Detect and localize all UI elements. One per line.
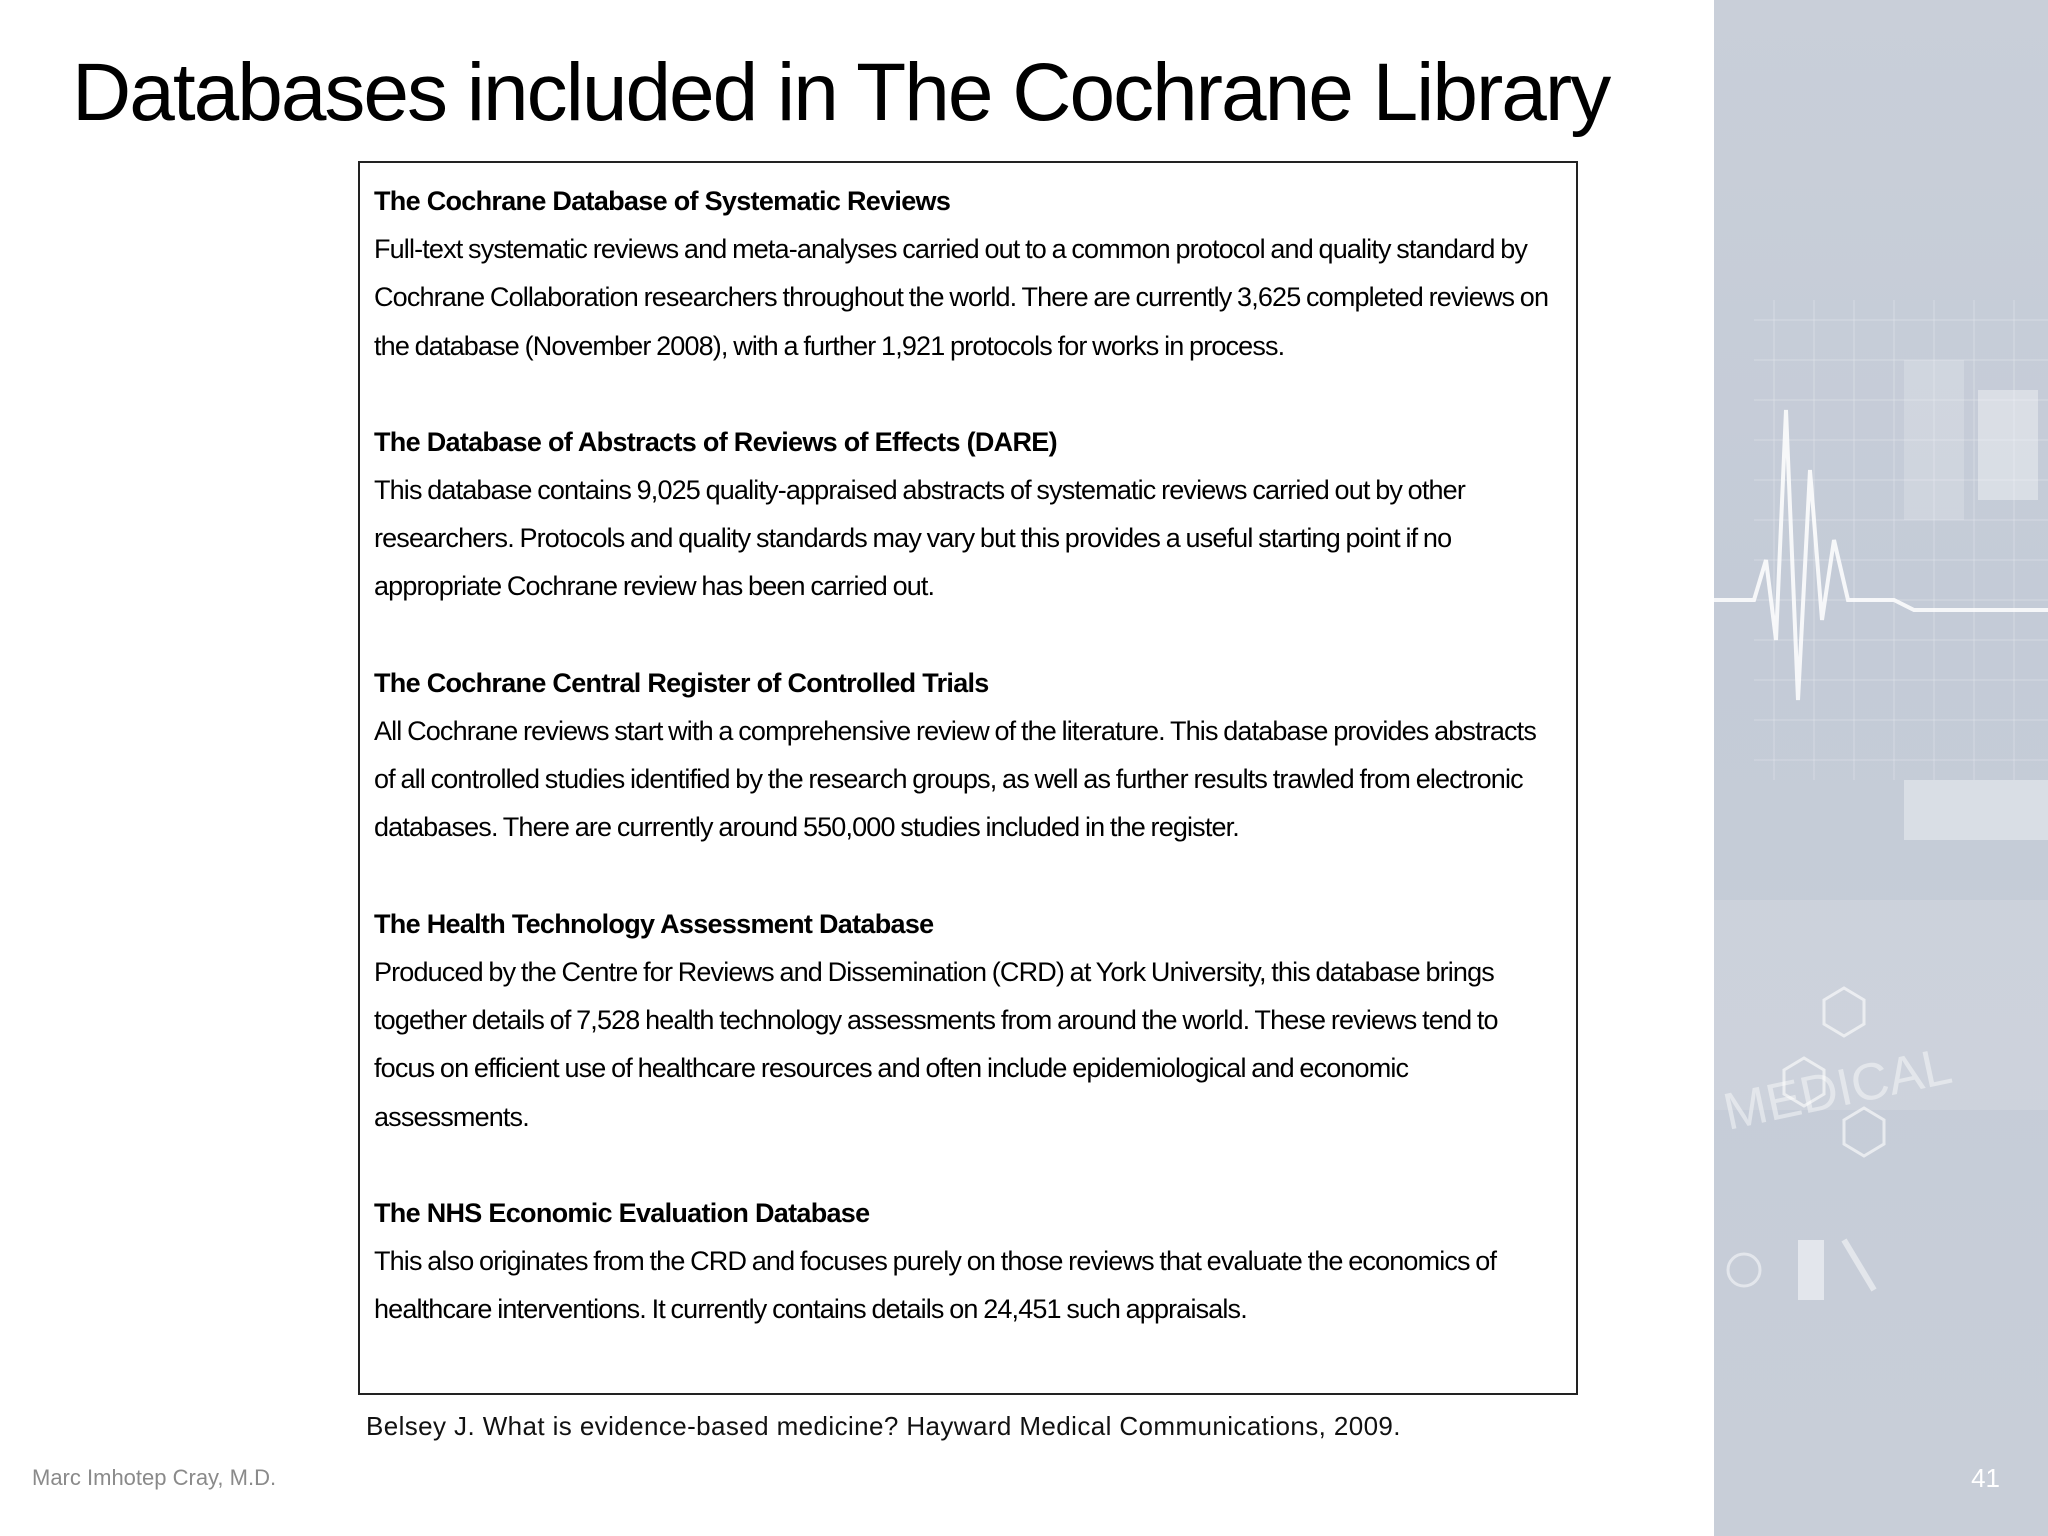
side-panel-word: MEDICAL bbox=[1718, 1036, 1957, 1142]
database-section bbox=[374, 177, 1562, 370]
decor-panel bbox=[1904, 780, 2048, 840]
database-description: Full-text systematic reviews and meta-analyses carried out to a common protocol and quality standard by Cochrane Collaboration researchers throughout the world. There are currently 3,625 completed reviews on the database (November 2008), with a further 1,921 protocols for works in process. bbox=[374, 234, 1549, 361]
database-heading: The Cochrane Central Register of Controlled Trials bbox=[374, 667, 989, 698]
medical-background-graphic bbox=[1714, 0, 2048, 1536]
slide-number: 41 bbox=[1971, 1463, 2000, 1493]
database-heading: The Health Technology Assessment Database bbox=[374, 908, 934, 939]
database-description: All Cochrane reviews start with a comprehensive review of the literature. This database provides abstracts of all controlled studies identified by the research groups, as well as further results trawled from electronic databases. There are currently around 550,000 studies included in the register. bbox=[374, 715, 1536, 843]
decor-panel bbox=[1978, 390, 2038, 500]
databases-text-box bbox=[358, 161, 1578, 1395]
database-section bbox=[374, 900, 1562, 1141]
database-description: Produced by the Centre for Reviews and Dissemination (CRD) at York University, this database brings together details of 7,528 health technology assessments from around the world. These reviews tend to focus on efficient use of healthcare resources and often include epidemiological and economic assessments. bbox=[374, 956, 1498, 1132]
decor-bar bbox=[1798, 1240, 1824, 1300]
database-section bbox=[374, 659, 1562, 852]
database-heading: The Cochrane Database of Systematic Reviews bbox=[374, 186, 951, 216]
decor-panel bbox=[1904, 360, 1964, 520]
source-citation: Belsey J. What is evidence-based medicine? Hayward Medical Communications, 2009. bbox=[366, 1411, 1401, 1441]
slide-title: Databases included in The Cochrane Library bbox=[72, 47, 1610, 138]
close-circle-icon bbox=[1728, 1254, 1760, 1286]
database-description: This also originates from the CRD and focuses purely on those reviews that evaluate the economics of healthcare interventions. It currently contains details on 24,451 such appraisals. bbox=[374, 1245, 1497, 1325]
footer-author: Marc Imhotep Cray, M.D. bbox=[32, 1465, 277, 1490]
database-section bbox=[374, 1189, 1562, 1334]
database-section bbox=[374, 418, 1562, 611]
database-description: This database contains 9,025 quality-appraised abstracts of systematic reviews carried out by other researchers. Protocols and quality standards may vary but this provides a useful starting point if no appropriate Cochrane review has been carried out. bbox=[374, 474, 1465, 602]
decor-arrow bbox=[1844, 1240, 1874, 1290]
database-heading: The Database of Abstracts of Reviews of Effects (DARE) bbox=[374, 426, 1057, 457]
database-heading: The NHS Economic Evaluation Database bbox=[374, 1197, 870, 1228]
decorative-side-panel bbox=[1714, 0, 2048, 1536]
